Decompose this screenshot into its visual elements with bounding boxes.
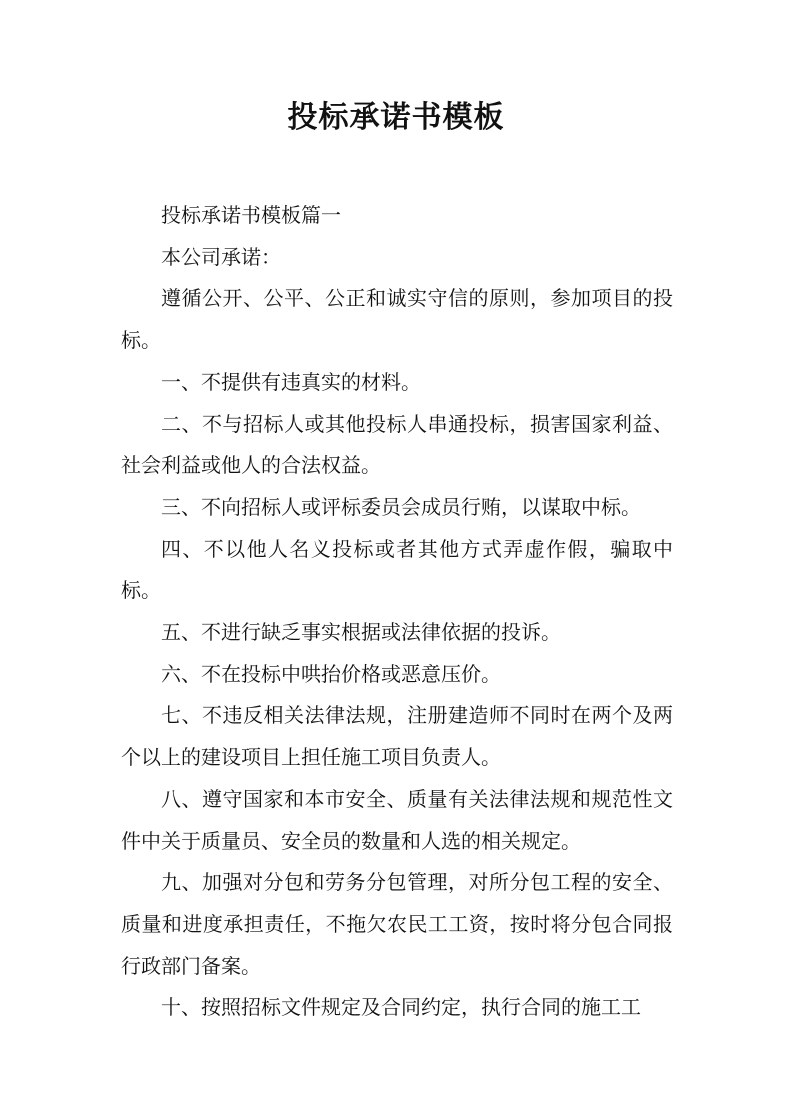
commitment-item-6: 六、不在投标中哄抬价格或恶意压价。 <box>161 661 501 686</box>
commitment-item-4: 四、不以他人名义投标或者其他方式弄虚作假，骗取中标。 <box>121 536 673 603</box>
document-body <box>121 195 673 1029</box>
commitment-item-10: 十、按照招标文件规定及合同约定，执行合同的施工工 <box>161 995 641 1020</box>
commitment-item-5: 五、不进行缺乏事实根据或法律依据的投诉。 <box>161 620 561 645</box>
document-title: 投标承诺书模板 <box>287 100 505 135</box>
commitment-item-1: 一、不提供有违真实的材料。 <box>161 369 421 394</box>
commitment-item-8: 八、遵守国家和本市安全、质量有关法律法规和规范性文件中关于质量员、安全员的数量和人选的相关规定。 <box>121 786 673 853</box>
commitment-item-7: 七、不违反相关法律法规，注册建造师不同时在两个及两个以上的建设项目上担任施工项目负责人。 <box>121 703 673 770</box>
section-heading: 投标承诺书模板篇一 <box>161 203 341 227</box>
principle-paragraph: 遵循公开、公平、公正和诚实守信的原则，参加项目的投标。 <box>121 286 673 353</box>
commitment-item-9: 九、加强对分包和劳务分包管理，对所分包工程的安全、质量和进度承担责任，不拖欠农民工工资，按时将分包合同报行政部门备案。 <box>121 870 673 978</box>
commitment-item-2: 二、不与招标人或其他投标人串通投标，损害国家利益、社会利益或他人的合法权益。 <box>121 411 673 478</box>
commitment-item-3: 三、不向招标人或评标委员会成员行贿，以谋取中标。 <box>161 494 641 519</box>
commitment-intro: 本公司承诺： <box>161 244 281 269</box>
